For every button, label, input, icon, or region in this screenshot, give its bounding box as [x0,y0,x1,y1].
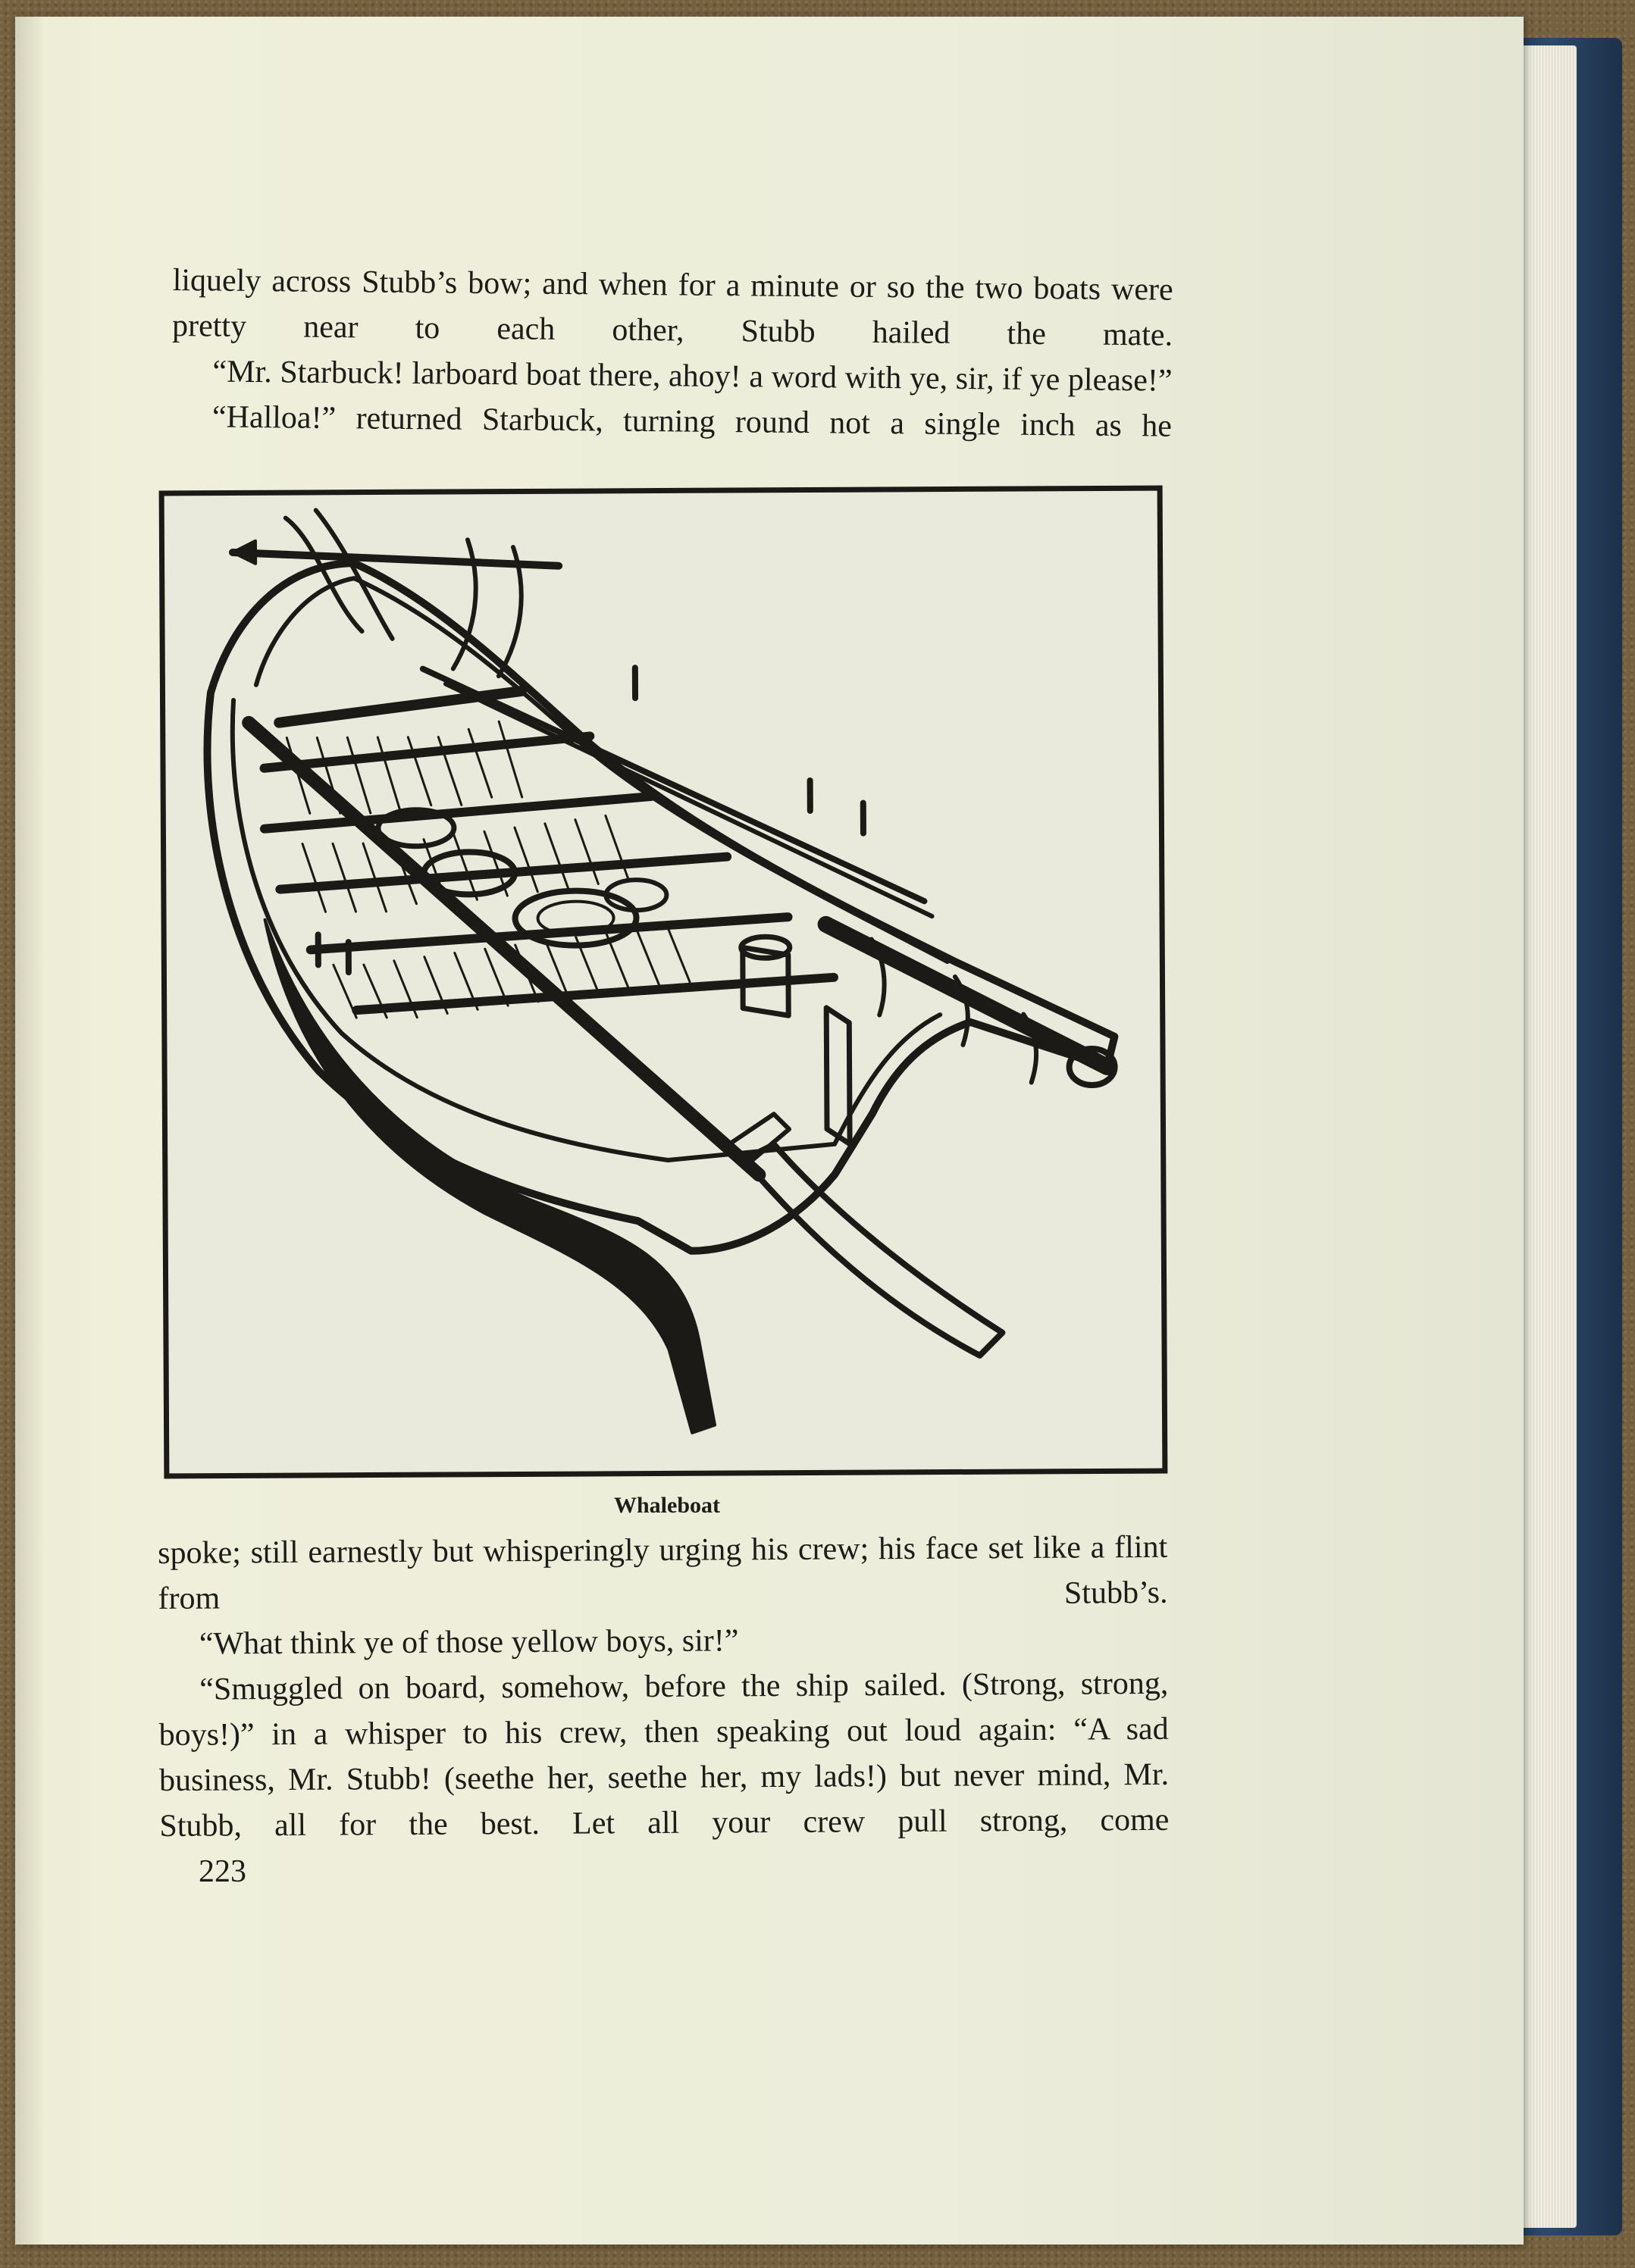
bottom-text-block [158,1525,1170,1849]
paragraph: “What think ye of those yellow boys, sir!” [199,1623,739,1662]
paragraph: “Smuggled on board, somehow, before the ship sailed. (Strong, strong, boys!)” in a whisper to his crew, then speaking out loud again: “A sad business, Mr. Stubb! (seethe her, seethe her, my lads!) but never mind, Mr. Stubb, all for the best. Let all your crew pull strong, come [158,1666,1170,1844]
book-page [15,17,1524,2245]
page-gutter-shadow [15,17,45,2245]
paragraph: “Halloa!” returned Starbuck, turning round not a single inch as he [211,399,1173,444]
whaleboat-illustration [159,486,1168,1479]
figure-caption: Whaleboat [613,1493,720,1518]
paragraph: spoke; still earnestly but whisperingly urging his crew; his face set like a flint from Stubb’s. [158,1529,1168,1616]
page-number: 223 [199,1854,246,1889]
whaleboat-woodcut [164,491,1163,1474]
paragraph: “Mr. Starbuck! larboard boat there, ahoy! a word with ye, sir, if ye please!” [212,354,1173,399]
top-text-block [171,258,1173,449]
paragraph: liquely across Stubb’s bow; and when for a minute or so the two boats were pretty near to each other, Stubb hailed the mate. [171,262,1173,353]
